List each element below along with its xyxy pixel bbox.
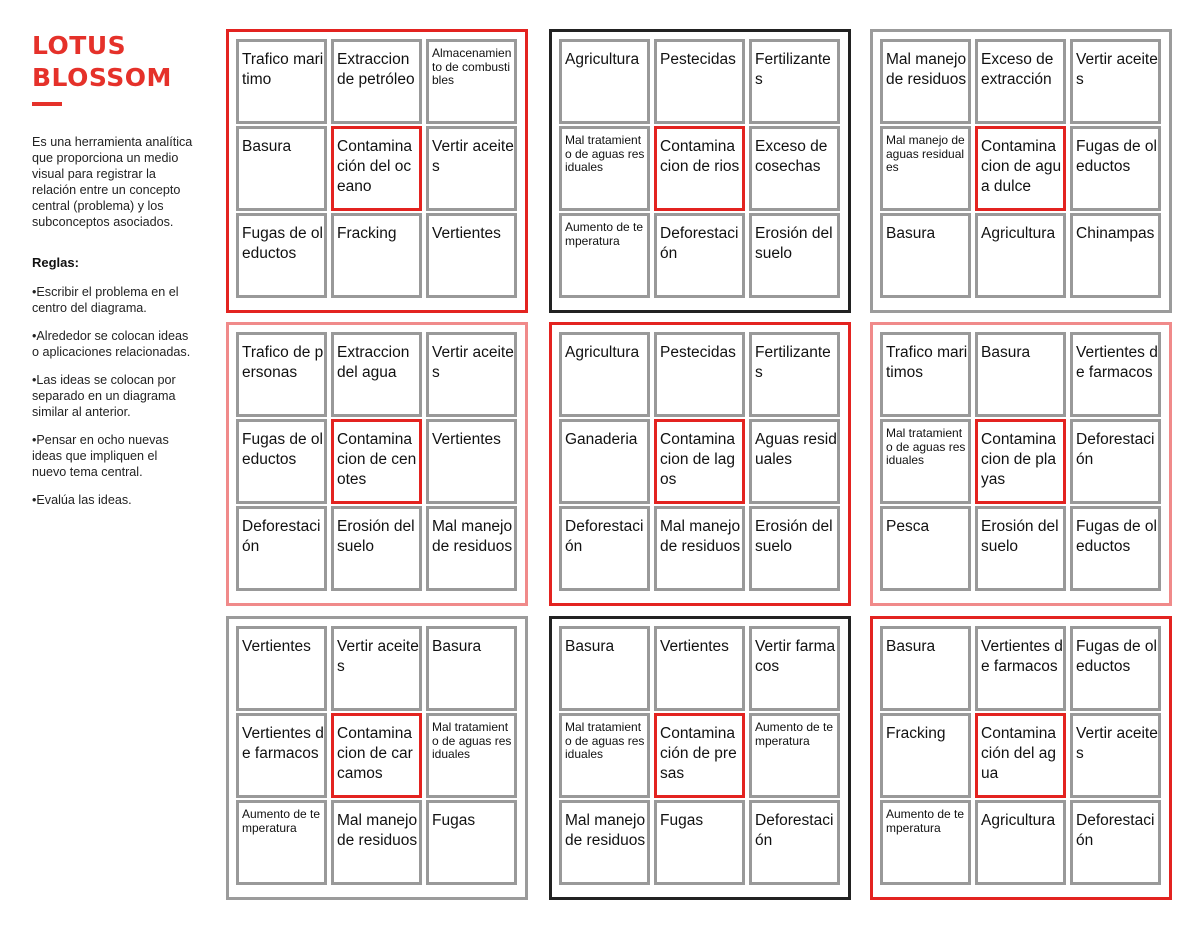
idea-cell: Deforestación [1070, 800, 1161, 885]
idea-cell: Fertilizantes [749, 39, 840, 124]
idea-cell: Erosión del suelo [749, 506, 840, 591]
idea-cell: Fugas de oleductos [236, 213, 327, 298]
rule-item: •Alrededor se colocan ideas o aplicaciones relacionadas. [32, 329, 191, 359]
idea-cell: Aumento de temperatura [749, 713, 840, 798]
idea-cell: Fugas de oleductos [1070, 126, 1161, 211]
idea-cell: Chinampas [1070, 213, 1161, 298]
central-concept-cell: Contaminación del agua [975, 713, 1066, 798]
idea-cell: Vertir aceites [1070, 713, 1161, 798]
idea-cell: Trafico de personas [236, 332, 327, 417]
idea-cell: Mal tratamiento de aguas residuales [880, 419, 971, 504]
idea-cell: Exceso de extracción [975, 39, 1066, 124]
central-concept-cell: Contaminación del oceano [331, 126, 422, 211]
rule-item: •Escribir el problema en el centro del diagrama. [32, 285, 179, 315]
idea-cell: Mal tratamiento de aguas residuales [559, 126, 650, 211]
idea-cell: Trafico maritimos [880, 332, 971, 417]
central-concept-cell: Contaminacion de agua dulce [975, 126, 1066, 211]
idea-cell: Vertientes [426, 213, 517, 298]
idea-cell: Fugas de oleductos [1070, 626, 1161, 711]
central-concept-cell: Contaminacion de rios [654, 126, 745, 211]
idea-cell: Mal manejo de residuos [426, 506, 517, 591]
title-underline [32, 102, 62, 106]
idea-cell: Mal tratamiento de aguas residuales [559, 713, 650, 798]
idea-cell: Agricultura [559, 332, 650, 417]
idea-cell: Mal manejo de residuos [331, 800, 422, 885]
idea-cell: Aumento de temperatura [236, 800, 327, 885]
idea-cell: Vertir aceites [426, 126, 517, 211]
central-concept-cell: Contaminacion de carcamos [331, 713, 422, 798]
idea-cell: Aumento de temperatura [559, 213, 650, 298]
sidebar [32, 30, 197, 520]
idea-cell: Erosión del suelo [331, 506, 422, 591]
idea-cell: Deforestación [654, 213, 745, 298]
idea-cell: Vertientes [654, 626, 745, 711]
central-concept-cell: Contaminacion de lagos [654, 419, 745, 504]
lotus-block-4 [226, 322, 528, 606]
lotus-block-6 [870, 322, 1172, 606]
page-title [32, 30, 197, 94]
lotus-block-1 [226, 29, 528, 313]
lotus-block-9 [870, 616, 1172, 900]
idea-cell: Ganaderia [559, 419, 650, 504]
idea-cell: Basura [236, 126, 327, 211]
idea-cell: Fugas de oleductos [236, 419, 327, 504]
idea-cell: Agricultura [975, 213, 1066, 298]
idea-cell: Fugas de oleductos [1070, 506, 1161, 591]
idea-cell: Almacenamiento de combustibles [426, 39, 517, 124]
idea-cell: Basura [426, 626, 517, 711]
idea-cell: Deforestación [749, 800, 840, 885]
idea-cell: Vertir aceites [331, 626, 422, 711]
idea-cell: Mal tratamiento de aguas residuales [426, 713, 517, 798]
idea-cell: Fracking [880, 713, 971, 798]
idea-cell: Trafico maritimo [236, 39, 327, 124]
idea-cell: Mal manejo de residuos [654, 506, 745, 591]
idea-cell: Basura [975, 332, 1066, 417]
idea-cell: Erosión del suelo [749, 213, 840, 298]
lotus-block-2 [549, 29, 851, 313]
idea-cell: Fugas [654, 800, 745, 885]
idea-cell: Vertientes de farmacos [975, 626, 1066, 711]
lotus-block-7 [226, 616, 528, 900]
lotus-block-8 [549, 616, 851, 900]
idea-cell: Vertir aceites [1070, 39, 1161, 124]
rule-item: •Las ideas se colocan por separado en un diagrama similar al anterior. [32, 373, 176, 419]
idea-cell: Deforestación [1070, 419, 1161, 504]
idea-cell: Vertientes [426, 419, 517, 504]
idea-cell: Pestecidas [654, 332, 745, 417]
idea-cell: Agricultura [559, 39, 650, 124]
central-concept-cell: Contaminacion de playas [975, 419, 1066, 504]
central-concept-cell: Contaminación de presas [654, 713, 745, 798]
idea-cell: Basura [880, 213, 971, 298]
idea-cell: Fertilizantes [749, 332, 840, 417]
idea-cell: Fracking [331, 213, 422, 298]
idea-cell: Mal manejo de residuos [880, 39, 971, 124]
idea-cell: Deforestación [236, 506, 327, 591]
idea-cell: Mal manejo de residuos [559, 800, 650, 885]
idea-cell: Vertientes [236, 626, 327, 711]
idea-cell: Vertir aceites [426, 332, 517, 417]
idea-cell: Vertir farmacos [749, 626, 840, 711]
idea-cell: Erosión del suelo [975, 506, 1066, 591]
idea-cell: Mal manejo de aguas residuales [880, 126, 971, 211]
idea-cell: Basura [559, 626, 650, 711]
idea-cell: Exceso de cosechas [749, 126, 840, 211]
idea-cell: Extraccion de petróleo [331, 39, 422, 124]
idea-cell: Vertientes de farmacos [1070, 332, 1161, 417]
idea-cell: Fugas [426, 800, 517, 885]
idea-cell: Aguas residuales [749, 419, 840, 504]
idea-cell: Pesca [880, 506, 971, 591]
idea-cell: Agricultura [975, 800, 1066, 885]
idea-cell: Aumento de temperatura [880, 800, 971, 885]
idea-cell: Pestecidas [654, 39, 745, 124]
rules-heading: Reglas: [32, 255, 79, 270]
lotus-block-5 [549, 322, 851, 606]
idea-cell: Deforestación [559, 506, 650, 591]
rule-item: •Evalúa las ideas. [32, 493, 132, 507]
rule-item: •Pensar en ocho nuevas ideas que impliquen el nuevo tema central. [32, 433, 169, 479]
title-line-2: BLOSSOM [32, 63, 172, 92]
idea-cell: Vertientes de farmacos [236, 713, 327, 798]
title-line-1: LOTUS [32, 31, 127, 60]
idea-cell: Basura [880, 626, 971, 711]
idea-cell: Extraccion del agua [331, 332, 422, 417]
lotus-block-3 [870, 29, 1172, 313]
description: Es una herramienta analítica que proporciona un medio visual para registrar la relación entre un concepto central (problema) y los subconceptos asociados. [32, 135, 193, 229]
central-concept-cell: Contaminacion de cenotes [331, 419, 422, 504]
